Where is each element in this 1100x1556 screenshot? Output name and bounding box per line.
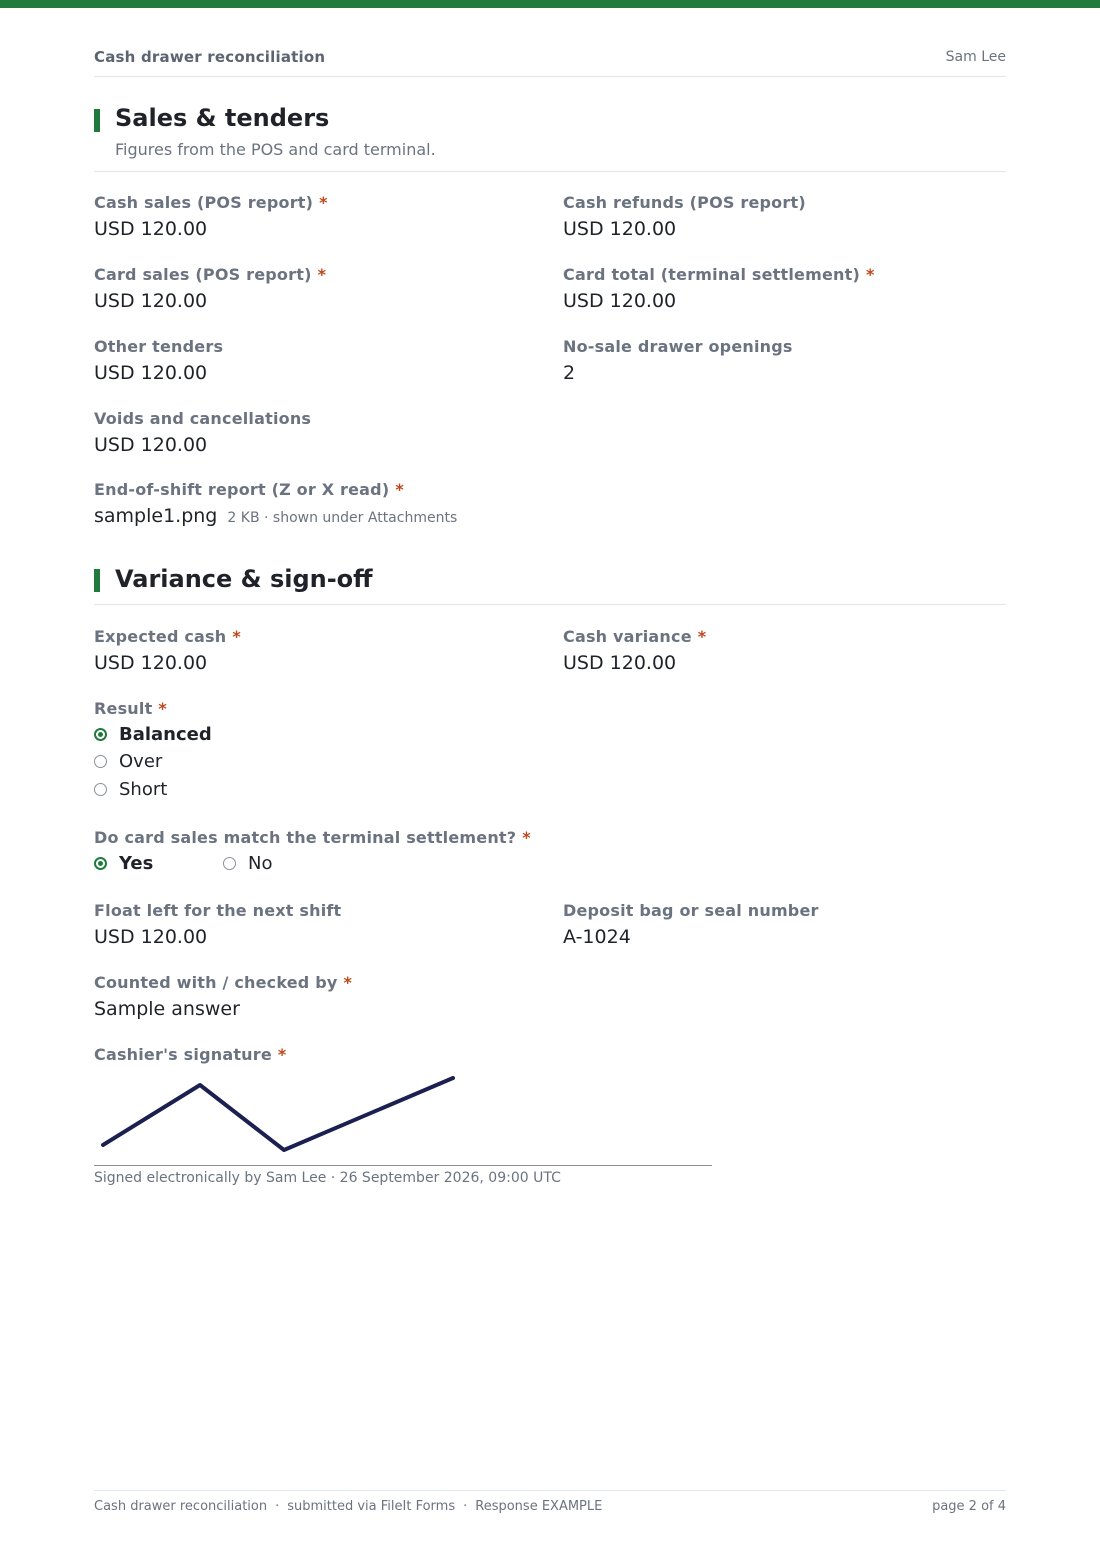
field-value: USD 120.00 — [94, 434, 208, 456]
radio-unchecked-icon — [223, 857, 236, 870]
required-marker: * — [343, 973, 353, 992]
signature-image — [94, 1070, 474, 1160]
footer-separator: · — [275, 1499, 280, 1514]
field-label: Card sales (POS report) — [94, 265, 312, 284]
field-value: USD 120.00 — [563, 218, 677, 240]
required-marker: * — [697, 627, 707, 646]
signature-line — [94, 1165, 712, 1166]
field-card-total — [563, 265, 875, 312]
radio-label: Yes — [119, 853, 154, 874]
top-accent-bar — [0, 0, 1100, 8]
page-number: page 2 of 4 — [932, 1499, 1006, 1514]
field-eos-report — [94, 480, 457, 527]
field-label: Voids and cancellations — [94, 409, 312, 428]
field-label: Counted with / checked by — [94, 973, 338, 992]
required-marker: * — [865, 265, 875, 284]
field-value: USD 120.00 — [563, 652, 677, 674]
field-label: Cashier's signature — [94, 1045, 272, 1064]
field-label: Cash sales (POS report) — [94, 193, 314, 212]
section-title: Variance & sign-off — [115, 565, 373, 593]
signature-caption: Signed electronically by Sam Lee · 26 September 2026, 09:00 UTC — [94, 1170, 561, 1186]
field-value: Sample answer — [94, 998, 240, 1020]
footer-submitted-via: submitted via FileIt Forms — [287, 1499, 456, 1514]
field-label: Result — [94, 699, 153, 718]
field-label: Expected cash — [94, 627, 227, 646]
signature-stroke — [103, 1078, 453, 1150]
field-value: USD 120.00 — [94, 290, 208, 312]
radio-balanced[interactable] — [94, 724, 212, 745]
radio-short[interactable] — [94, 779, 167, 800]
field-cash-sales — [94, 193, 328, 240]
radio-checked-icon — [94, 728, 107, 741]
section-sales-tenders — [94, 106, 1006, 172]
section-accent-bar — [94, 569, 100, 592]
field-label: Card total (terminal settlement) — [563, 265, 860, 284]
field-expected-cash — [94, 627, 241, 674]
field-float-left — [94, 901, 341, 948]
radio-label: Short — [119, 779, 168, 800]
field-counted-by — [94, 973, 352, 1020]
field-other-tenders — [94, 337, 223, 384]
field-label: No-sale drawer openings — [563, 337, 793, 356]
required-marker: * — [317, 265, 327, 284]
form-title: Cash drawer reconciliation — [94, 48, 326, 66]
radio-label: No — [248, 853, 273, 874]
required-marker: * — [319, 193, 328, 212]
required-marker: * — [158, 699, 167, 718]
radio-checked-icon — [94, 857, 107, 870]
field-label: Do card sales match the terminal settlement? — [94, 828, 517, 847]
field-value: USD 120.00 — [94, 218, 208, 240]
page-header — [94, 48, 1006, 77]
field-cash-refunds — [563, 193, 806, 240]
field-label: Deposit bag or seal number — [563, 901, 819, 920]
radio-unchecked-icon — [94, 783, 107, 796]
page-footer — [94, 1490, 1006, 1521]
required-marker: * — [277, 1045, 287, 1064]
field-card-match — [94, 828, 531, 847]
field-value: A-1024 — [563, 926, 631, 948]
field-result — [94, 699, 167, 718]
required-marker: * — [522, 828, 531, 847]
radio-label: Over — [119, 751, 163, 772]
field-value: USD 120.00 — [94, 652, 208, 674]
section-title: Sales & tenders — [115, 104, 330, 132]
field-label: Other tenders — [94, 337, 224, 356]
required-marker: * — [395, 480, 404, 499]
field-label: Cash refunds (POS report) — [563, 193, 806, 212]
radio-yes[interactable] — [94, 853, 153, 874]
field-card-sales — [94, 265, 326, 312]
attachment-file-name[interactable]: sample1.png — [94, 505, 218, 527]
field-value: 2 — [563, 362, 576, 384]
footer-response-id: Response EXAMPLE — [475, 1499, 603, 1514]
radio-over[interactable] — [94, 751, 162, 772]
field-value: USD 120.00 — [563, 290, 677, 312]
radio-unchecked-icon — [94, 755, 107, 768]
field-deposit-bag — [563, 901, 819, 948]
field-label: Cash variance — [563, 627, 692, 646]
field-voids — [94, 409, 311, 456]
footer-form-title: Cash drawer reconciliation — [94, 1499, 268, 1514]
radio-label: Balanced — [119, 724, 212, 745]
section-subtitle: Figures from the POS and card terminal. — [115, 140, 436, 159]
respondent-name: Sam Lee — [945, 49, 1006, 65]
required-marker: * — [232, 627, 241, 646]
field-value: USD 120.00 — [94, 926, 208, 948]
field-signature — [94, 1045, 286, 1064]
section-variance-signoff — [94, 567, 1006, 605]
section-accent-bar — [94, 109, 100, 132]
radio-no[interactable] — [223, 853, 272, 874]
footer-separator: · — [463, 1499, 468, 1514]
field-label: Float left for the next shift — [94, 901, 342, 920]
field-label: End-of-shift report (Z or X read) — [94, 480, 390, 499]
field-no-sale-openings — [563, 337, 793, 384]
field-value: USD 120.00 — [94, 362, 208, 384]
attachment-meta: 2 KB · shown under Attachments — [227, 510, 458, 526]
field-cash-variance — [563, 627, 706, 674]
